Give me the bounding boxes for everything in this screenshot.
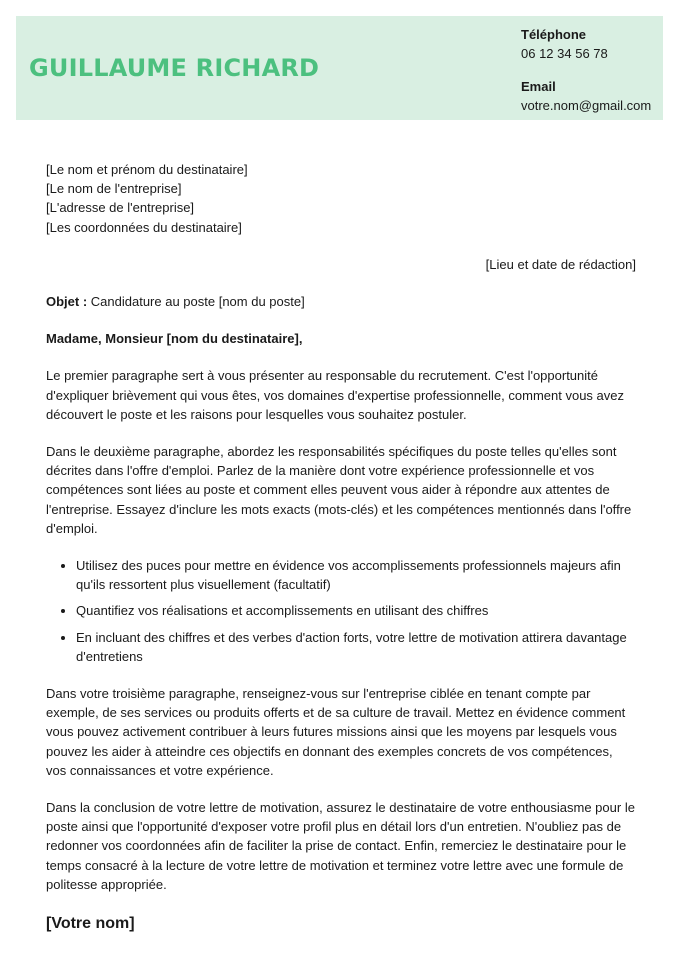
paragraph-intro: Le premier paragraphe sert à vous présenter au responsable du recrutement. C'est l'opportunité d'expliquer brièvement qui vous êtes, vos domaines d'expertise professionnelle, comment vous avez découvert le poste et les raisons pour lesquelles vous souhaitez postuler.	[46, 368, 624, 422]
bullet-item: • Quantifiez vos réalisations et accomplissements en utilisant des chiffres	[76, 601, 636, 620]
sender-name: GUILLAUME RICHARD	[29, 54, 320, 82]
paragraph-second: Dans le deuxième paragraphe, abordez les responsabilités spécifiques du poste telles qu'elles sont décrites dans l'offre d'emploi. Parlez de la manière dont votre expérience professionnelle et vos compétences sont liées au poste et comment elles peuvent vous aider à répondre aux attentes de l'entreprise. Essayez d'inclure les mots exacts (mots-clés) et les compétences mentionnés dans l'offre d'emploi.	[46, 444, 632, 536]
bullet-list	[46, 556, 636, 666]
subject-text: Candidature au poste [nom du poste]	[87, 294, 305, 310]
place-date: [Lieu et date de rédaction]	[485, 256, 636, 272]
phone-value: 06 12 34 56 78	[521, 46, 608, 61]
email-value: votre.nom@gmail.com	[521, 98, 652, 113]
email-label: Email	[521, 79, 556, 94]
recipient-address	[46, 160, 636, 237]
recipient-name: [Le nom et prénom du destinataire]	[46, 162, 248, 177]
header-banner	[16, 16, 663, 120]
salutation: Madame, Monsieur [nom du destinataire],	[46, 331, 303, 347]
recipient-contact: [Les coordonnées du destinataire]	[46, 219, 242, 235]
bullet-item: • Utilisez des puces pour mettre en évidence vos accomplissements professionnels majeurs afin qu'ils ressortent plus visuellement (facultatif)	[76, 556, 636, 594]
letter-body	[46, 160, 636, 933]
bullet-item: • En incluant des chiffres et des verbes d'action forts, votre lettre de motivation attirera davantage d'entretiens	[76, 628, 636, 666]
subject-label: Objet :	[46, 294, 88, 310]
contact-block	[521, 25, 651, 129]
phone-label: Téléphone	[521, 27, 587, 42]
recipient-address-line: [L'adresse de l'entreprise]	[46, 200, 195, 216]
subject-line	[46, 292, 636, 311]
recipient-company: [Le nom de l'entreprise]	[46, 181, 182, 197]
signature: [Votre nom]	[46, 915, 135, 933]
paragraph-third: Dans votre troisième paragraphe, renseignez-vous sur l'entreprise ciblée en tenant compte par exemple, de ses services ou produits offerts et de sa culture de travail. Mettez en évidence comment vous pouvez activement contribuer à leurs futures missions ainsi que les moyens par lesquels vous pouvez les aider à atteindre ces objectifs en donnant des exemples concrets de vos compétences, vos connaissances et votre expérience.	[46, 686, 626, 778]
paragraph-conclusion: Dans la conclusion de votre lettre de motivation, assurez le destinataire de votre enthousiasme pour le poste ainsi que l'opportunité d'exposer votre profil plus en détail lors d'un entretien. N'oubliez pas de redonner vos coordonnées afin de faciliter la prise de contact. Enfin, remerciez le destinataire pour le temps consacré à la lecture de votre lettre de motivation et terminez votre lettre avec une formule de politesse appropriée.	[46, 800, 635, 892]
